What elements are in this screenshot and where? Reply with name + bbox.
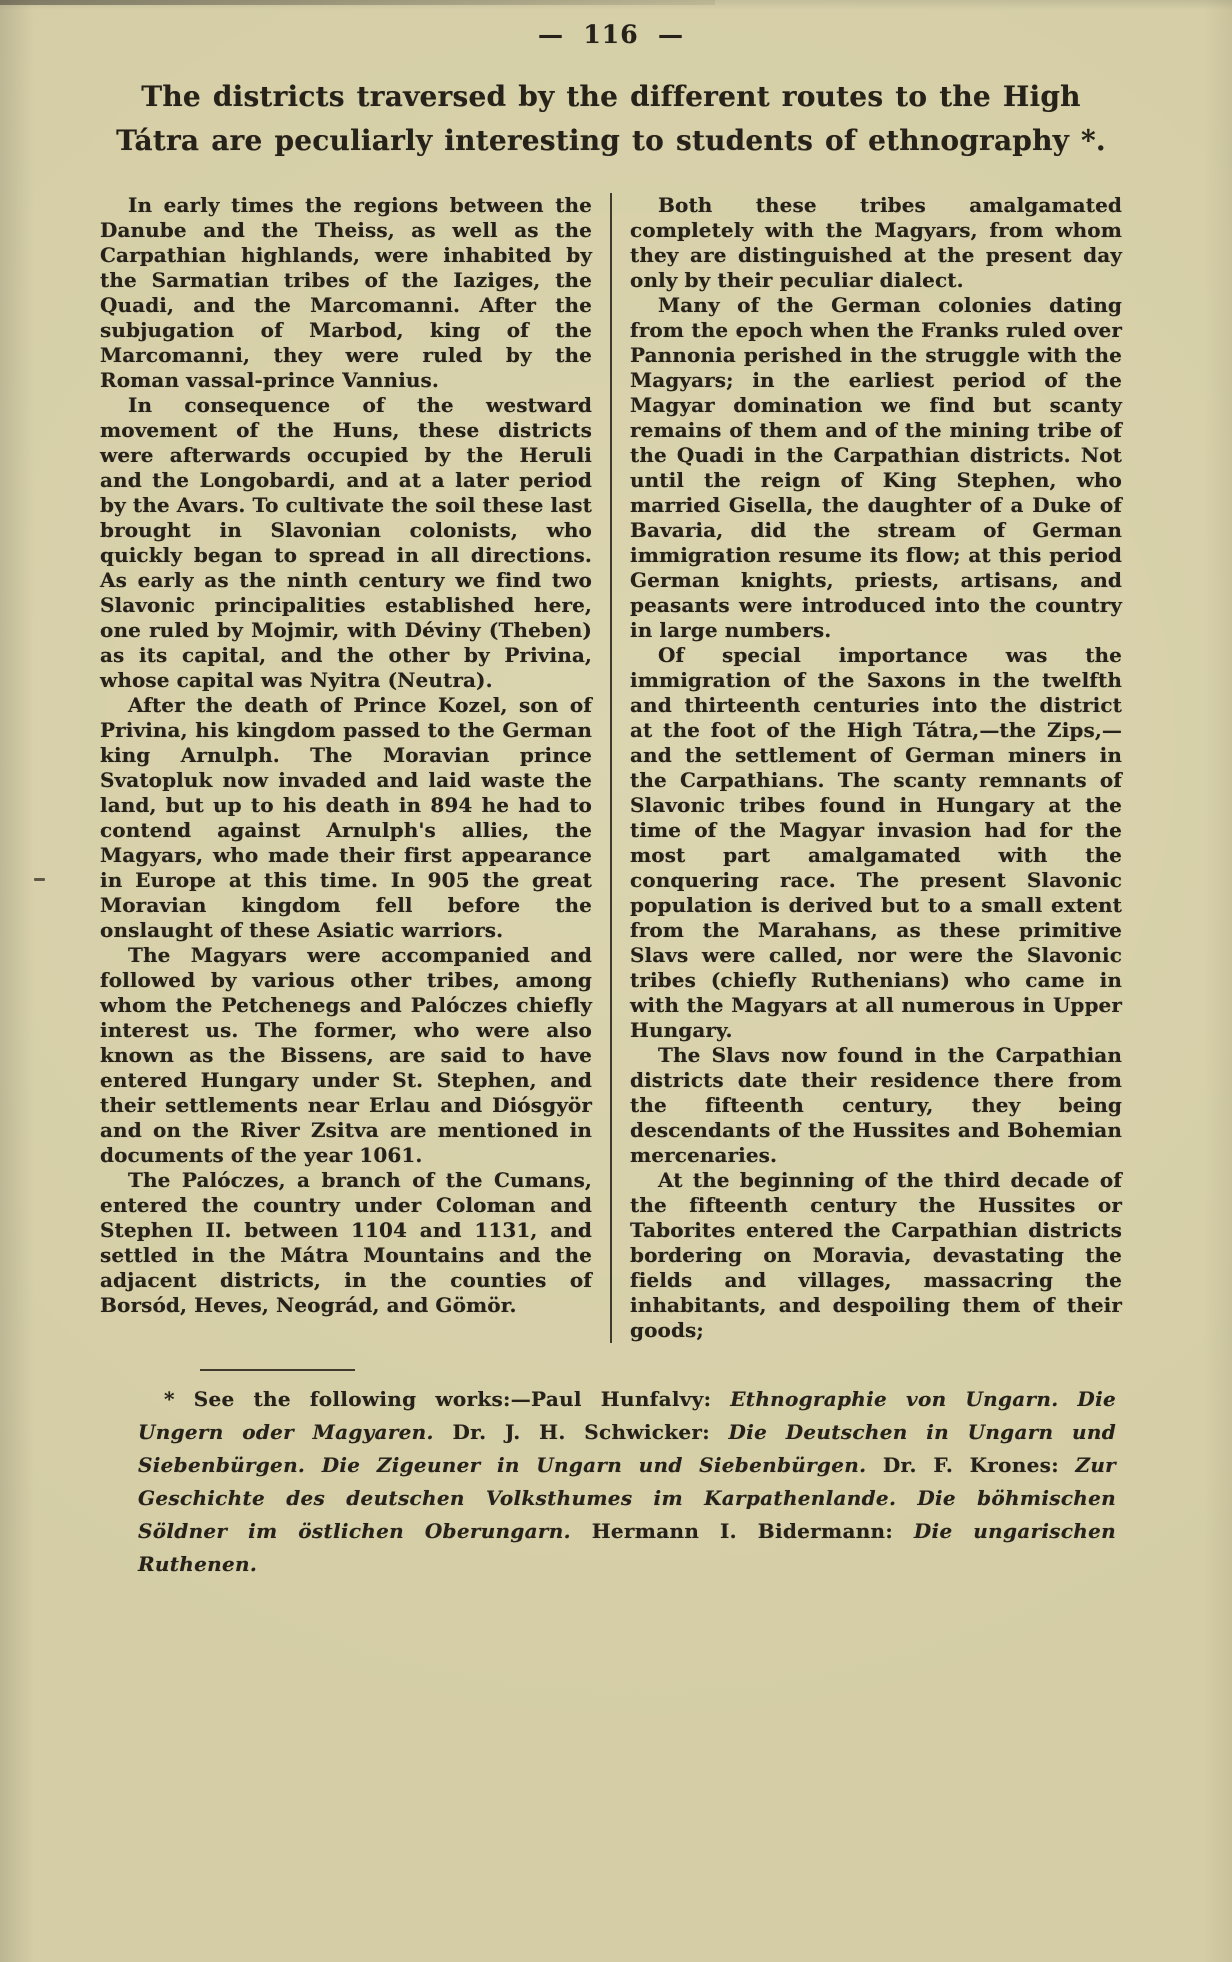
footnote-separator-rule xyxy=(200,1369,355,1371)
page-number: — 116 — xyxy=(538,20,684,49)
column-divider-rule xyxy=(610,193,612,1343)
footnote-segment: Die Deutschen in Ungarn und Siebenbürgen. Die Zigeuner in Ungarn und Siebenbürgen. xyxy=(138,1420,1117,1477)
two-column-text-block xyxy=(100,193,1122,1343)
left-column xyxy=(100,193,592,1343)
paragraph: The Magyars were accompanied and followed by various other tribes, among whom the Petchenegs and Palóczes chiefly interest us. The former, who were also known as the Bissens, are said to have entered Hungary under St. Stephen, and their settlements near Erlau and Diósgyör and on the River Zsitva are mentioned in documents of the year 1061. xyxy=(100,943,592,1167)
footnote-segment: Dr. J. H. Schwicker: xyxy=(433,1420,729,1444)
footnote xyxy=(138,1383,1116,1581)
scan-artifact-mark xyxy=(34,878,45,881)
right-column xyxy=(630,193,1122,1343)
paragraph: In early times the regions between the Danube and the Theiss, as well as the Carpathian highlands, were inhabited by the Sarmatian tribes of the Iaziges, the Quadi, and the Marcomanni. After the subjugation of Marbod, king of the Marcomanni, they were ruled by the Roman vassal-prince Vannius. xyxy=(100,193,592,392)
page-title: The districts traversed by the different routes to the High Tátra are peculiarly interesting to students of ethnography *. xyxy=(116,80,1106,157)
paragraph: The Palóczes, a branch of the Cumans, entered the country under Coloman and Stephen II. between 1104 and 1131, and settled in the Mátra Mountains and the adjacent districts, in the counties of Borsód, Heves, Neográd, and Gömör. xyxy=(100,1168,592,1317)
paragraph: Many of the German colonies dating from the epoch when the Franks ruled over Pannonia perished in the struggle with the Magyars; in the earliest period of the Magyar domination we find but scanty remains of them and of the mining tribe of the Quadi in the Carpathian districts. Not until the reign of King Stephen, who married Gisella, the daughter of a Duke of Bavaria, did the stream of German immigration resume its flow; at this period German knights, priests, artisans, and peasants were introduced into the country in large numbers. xyxy=(630,293,1122,642)
footnote-segment: Dr. F. Krones: xyxy=(866,1453,1076,1477)
paragraph: Of special importance was the immigration of the Saxons in the twelfth and thirteenth centuries into the district at the foot of the High Tátra,—the Zips,— and the settlement of German miners in the Carpathians. The scanty remnants of Slavonic tribes found in Hungary at the time of the Magyar invasion had for the most part amalgamated with the conquering race. The present Slavonic population is derived but to a small extent from the Marahans, as these primitive Slavs were called, nor were the Slavonic tribes (chiefly Ruthenians) who came in with the Magyars at all numerous in Upper Hungary. xyxy=(630,643,1122,1042)
footnote-segment: Ethnographie von Ungarn. Die Ungern oder Magyaren. xyxy=(138,1387,1116,1444)
paragraph: In consequence of the westward movement of the Huns, these districts were afterwards occupied by the Heruli and the Longobardi, and at a later period by the Avars. To cultivate the soil these last brought in Slavonian colonists, who quickly began to spread in all directions. As early as the ninth century we find two Slavonic principalities established here, one ruled by Mojmir, with Déviny (Theben) as its capital, and the other by Privina, whose capital was Nyitra (Neutra). xyxy=(100,393,592,692)
paragraph: Both these tribes amalgamated completely with the Magyars, from whom they are distinguished at the present day only by their peculiar dialect. xyxy=(630,193,1122,292)
footnote-segment: Zur Geschichte des deutschen Volksthumes im Karpathenlande. Die böhmischen Söldner im östlichen Oberungarn. xyxy=(138,1453,1116,1543)
footnote-segment: Die ungarischen Ruthenen. xyxy=(138,1519,1117,1576)
footnote-segment: * See the following works:—Paul Hunfalvy: xyxy=(164,1387,731,1411)
paragraph: At the beginning of the third decade of the fifteenth century the Hussites or Taborites entered the Carpathian districts bordering on Moravia, devastating the fields and villages, massacring the inhabitants, and despoiling them of their goods; xyxy=(630,1168,1122,1342)
footnote-segment: Hermann I. Bidermann: xyxy=(570,1519,914,1543)
paragraph: After the death of Prince Kozel, son of Privina, his kingdom passed to the German king Arnulph. The Moravian prince Svatopluk now invaded and laid waste the land, but up to his death in 894 he had to contend against Arnulph's allies, the Magyars, who made their first appearance in Europe at this time. In 905 the great Moravian kingdom fell before the onslaught of these Asiatic warriors. xyxy=(100,693,592,942)
paragraph: The Slavs now found in the Carpathian districts date their residence there from the fifteenth century, they being descendants of the Hussites and Bohemian mercenaries. xyxy=(630,1043,1122,1167)
